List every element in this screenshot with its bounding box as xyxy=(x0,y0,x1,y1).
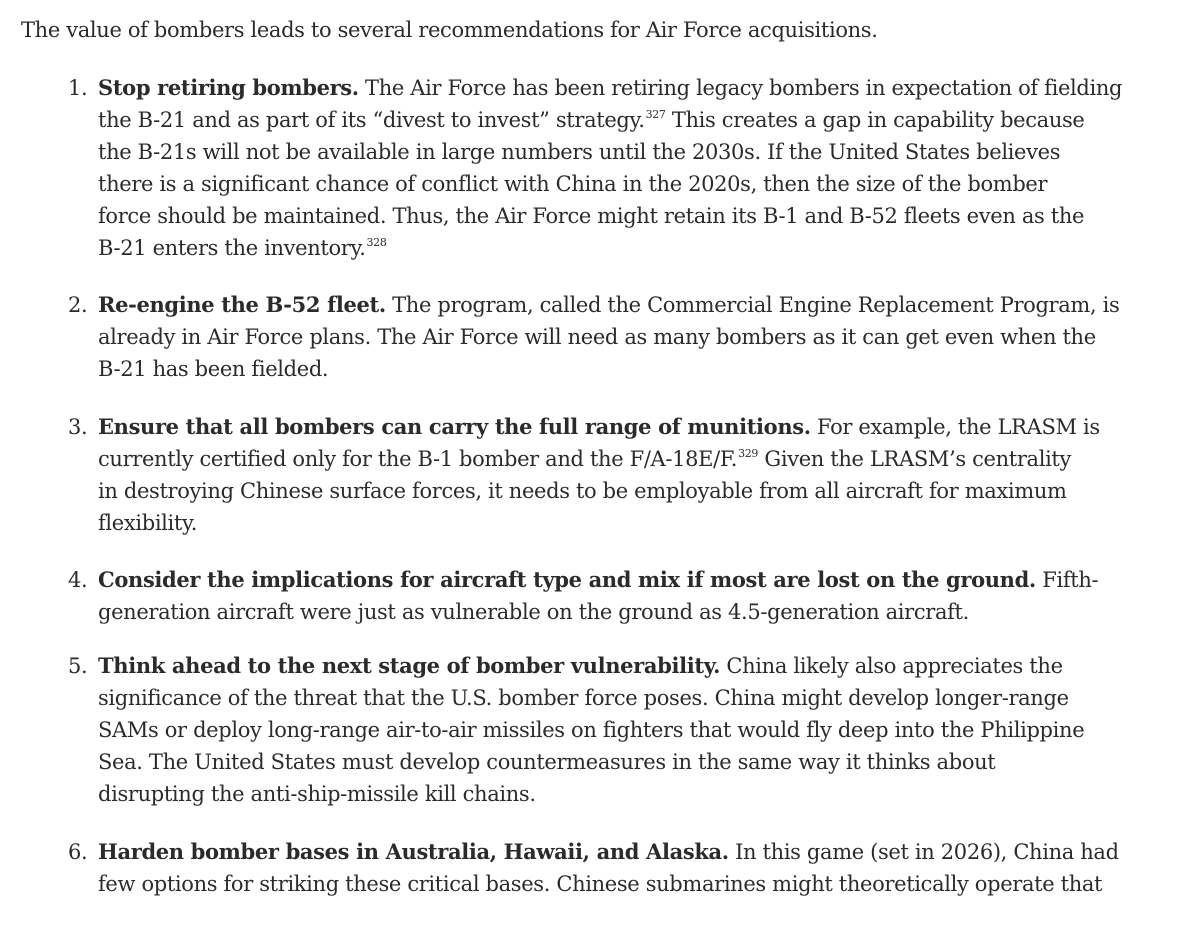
item-lead: Stop retiring bombers. xyxy=(98,75,359,100)
item-number: 5. xyxy=(68,654,88,678)
text-run: The Air Force has been retiring legacy bombers in expectation of fielding xyxy=(358,76,1123,100)
text-line: Sea. The United States must develop countermeasures in the same way it thinks about xyxy=(98,750,996,774)
text-run: currently certified only for the B-1 bomber and the F/A-18E/F. xyxy=(98,447,738,471)
text-line: the B-21s will not be available in large numbers until the 2030s. If the United States believes xyxy=(98,140,1061,164)
footnote-ref[interactable]: 327 xyxy=(645,108,666,121)
text-run: In this game (set in 2026), China had xyxy=(728,840,1119,864)
item-number: 1. xyxy=(68,76,88,100)
text-line: flexibility. xyxy=(98,511,198,535)
text-line: generation aircraft were just as vulnerable on the ground as 4.5-generation aircraft. xyxy=(98,600,969,624)
text-run: Given the LRASM’s centrality xyxy=(758,447,1072,471)
text-run: the B-21 and as part of its “divest to invest” strategy. xyxy=(98,108,645,132)
item-number: 6. xyxy=(68,840,88,864)
item-body xyxy=(98,289,1180,385)
text-line: already in Air Force plans. The Air Force will need as many bombers as it can get even when the xyxy=(98,325,1096,349)
text-line xyxy=(98,836,1180,868)
footnote-ref[interactable]: 328 xyxy=(366,236,387,249)
text-line: disrupting the anti-ship-missile kill chains. xyxy=(98,782,536,806)
text-line: there is a significant chance of conflict with China in the 2020s, then the size of the bomber xyxy=(98,172,1048,196)
text-line: significance of the threat that the U.S. bomber force poses. China might develop longer-range xyxy=(98,686,1069,710)
text-line: B-21 has been fielded. xyxy=(98,357,329,381)
text-run: B-21 enters the inventory. xyxy=(98,236,366,260)
intro-paragraph: The value of bombers leads to several recommendations for Air Force acquisitions. xyxy=(21,18,878,42)
text-line: SAMs or deploy long-range air-to-air missiles on fighters that would fly deep into the Philippine xyxy=(98,718,1085,742)
item-number: 4. xyxy=(68,568,88,592)
text-line xyxy=(98,289,1180,321)
text-run: Fifth- xyxy=(1035,568,1099,592)
item-lead: Ensure that all bombers can carry the full range of munitions. xyxy=(98,414,811,439)
item-lead: Think ahead to the next stage of bomber vulnerability. xyxy=(98,653,721,678)
footnote-ref[interactable]: 329 xyxy=(738,447,759,460)
item-body xyxy=(98,836,1180,900)
item-body xyxy=(98,564,1180,628)
text-run: For example, the LRASM is xyxy=(810,415,1100,439)
text-line xyxy=(98,411,1180,443)
text-run: China likely also appreciates the xyxy=(720,654,1063,678)
text-line xyxy=(98,72,1180,104)
text-line xyxy=(98,650,1180,682)
item-body xyxy=(98,411,1180,539)
text-line xyxy=(98,104,1180,136)
item-body xyxy=(98,650,1180,810)
item-lead: Re-engine the B-52 fleet. xyxy=(98,292,386,317)
item-number: 3. xyxy=(68,415,88,439)
text-line: force should be maintained. Thus, the Air Force might retain its B-1 and B-52 fleets even as the xyxy=(98,204,1085,228)
text-run: The program, called the Commercial Engine Replacement Program, is xyxy=(385,293,1120,317)
item-lead: Harden bomber bases in Australia, Hawaii, and Alaska. xyxy=(98,839,729,864)
text-line: in destroying Chinese surface forces, it needs to be employable from all aircraft for maximum xyxy=(98,479,1067,503)
item-body xyxy=(98,72,1180,264)
text-run: This creates a gap in capability because xyxy=(665,108,1085,132)
text-line xyxy=(98,443,1180,475)
text-line xyxy=(98,564,1180,596)
text-line: few options for striking these critical bases. Chinese submarines might theoretically operate that xyxy=(98,872,1103,896)
item-lead: Consider the implications for aircraft type and mix if most are lost on the ground. xyxy=(98,567,1036,592)
item-number: 2. xyxy=(68,293,88,317)
text-line xyxy=(98,232,1180,264)
